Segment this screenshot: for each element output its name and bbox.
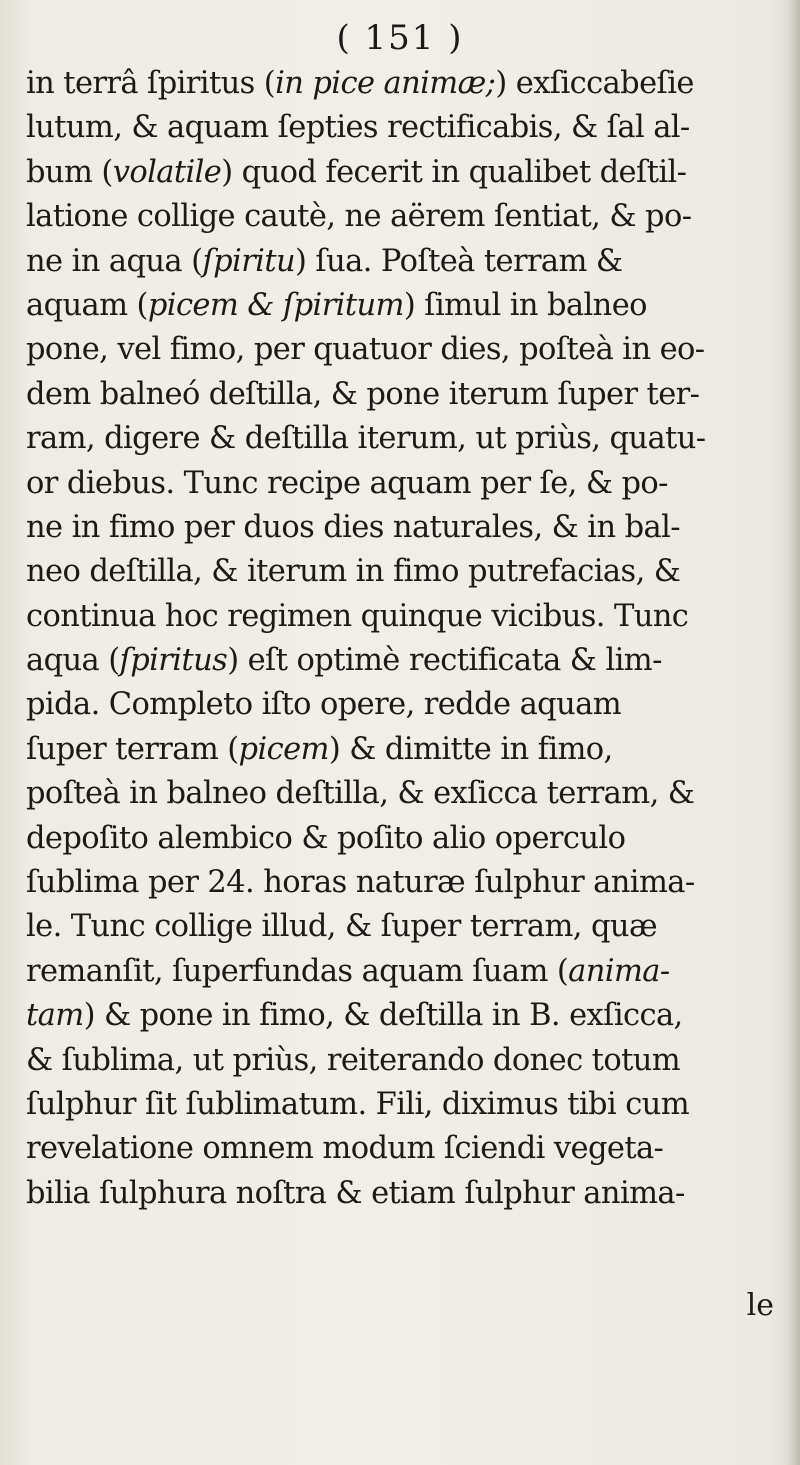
text-line [26,1127,796,1171]
text-line [26,62,796,106]
text-segment: ) & pone in fimo, & deſtilla in B. exſicca, [83,998,683,1034]
catchword: le [746,1288,774,1323]
text-line [26,417,796,461]
text-segment: ) quod fecerit in qualibet deſtil- [221,154,687,190]
text-line [26,595,796,639]
italic-text: tam [26,998,84,1034]
text-line [26,1083,796,1127]
text-line [26,950,796,994]
text-segment: ) & dimitte in fimo, [328,731,613,767]
italic-text: ſpiritu [202,243,296,279]
text-line [26,550,796,594]
text-line [26,195,796,239]
text-segment: ſuper terram ( [26,731,239,767]
italic-text: volatile [112,154,222,190]
text-segment: pone, vel fimo, per quatuor dies, poſteà in eo- [26,332,705,368]
italic-text: in pice animæ; [275,66,496,101]
text-segment: pida. Completo iſto opere, redde aquam [26,687,622,723]
italic-text: picem [238,731,329,767]
text-line [26,373,796,417]
text-segment: in terrâ ſpiritus ( [26,66,276,101]
text-line [26,1039,796,1083]
page-number-header: ( 151 ) [336,18,464,58]
text-line [26,462,796,506]
body-text [26,62,796,1216]
text-line [26,1172,796,1216]
text-line [26,639,796,683]
text-segment: ) ſimul in balneo [403,287,647,323]
text-segment: latione collige cautè, ne aërem ſentiat, & po- [26,199,692,235]
text-line [26,817,796,861]
text-segment: bum ( [26,154,113,190]
text-line [26,994,796,1038]
text-line [26,772,796,816]
text-line [26,284,796,328]
text-segment: depoſito alembico & poſito alio operculo [26,820,626,856]
text-line [26,151,796,195]
italic-text: anima- [568,953,670,989]
text-segment: le. Tunc collige illud, & ſuper terram, quæ [26,909,658,945]
text-line [26,905,796,949]
text-line [26,328,796,372]
text-line [26,683,796,727]
text-segment: remanſit, ſuperfundas aquam ſuam ( [26,953,569,989]
text-segment: ſulphur ſit ſublimatum. Fili, diximus tibi cum [26,1086,690,1122]
text-line [26,728,796,772]
text-segment: aqua ( [26,643,120,679]
text-line [26,506,796,550]
text-segment: revelatione omnem modum ſciendi vegeta- [26,1131,664,1167]
text-line [26,861,796,905]
text-segment: bilia ſulphura noſtra & etiam ſulphur anima- [26,1175,685,1211]
text-segment: ne in aqua ( [26,243,203,279]
text-segment: aquam ( [26,287,148,323]
text-segment: ) exſiccabeſie [495,66,694,101]
text-segment: & ſublima, ut priùs, reiterando donec totum [26,1042,681,1078]
italic-text: picem & ſpiritum [147,287,404,323]
text-segment: continua hoc regimen quinque vicibus. Tunc [26,598,689,634]
text-segment: ram, digere & deſtilla iterum, ut priùs, quatu- [26,421,706,457]
text-segment: ) eſt optimè rectificata & lim- [227,643,662,679]
text-segment: poſteà in balneo deſtilla, & exſicca terram, & [26,776,695,812]
text-segment: dem balneó deſtilla, & pone iterum ſuper ter- [26,376,700,412]
text-line [26,240,796,284]
text-segment: neo deſtilla, & iterum in fimo putrefacias, & [26,554,681,590]
text-segment: ) ſua. Poſteà terram & [295,243,623,279]
text-segment: or diebus. Tunc recipe aquam per ſe, & po- [26,465,668,501]
text-segment: lutum, & aquam ſepties rectificabis, & ſal al- [26,110,690,146]
text-segment: ne in fimo per duos dies naturales, & in bal- [26,509,680,545]
text-segment: ſublima per 24. horas naturæ ſulphur anima- [26,865,695,901]
text-line [26,106,796,150]
italic-text: ſpiritus [119,643,228,679]
